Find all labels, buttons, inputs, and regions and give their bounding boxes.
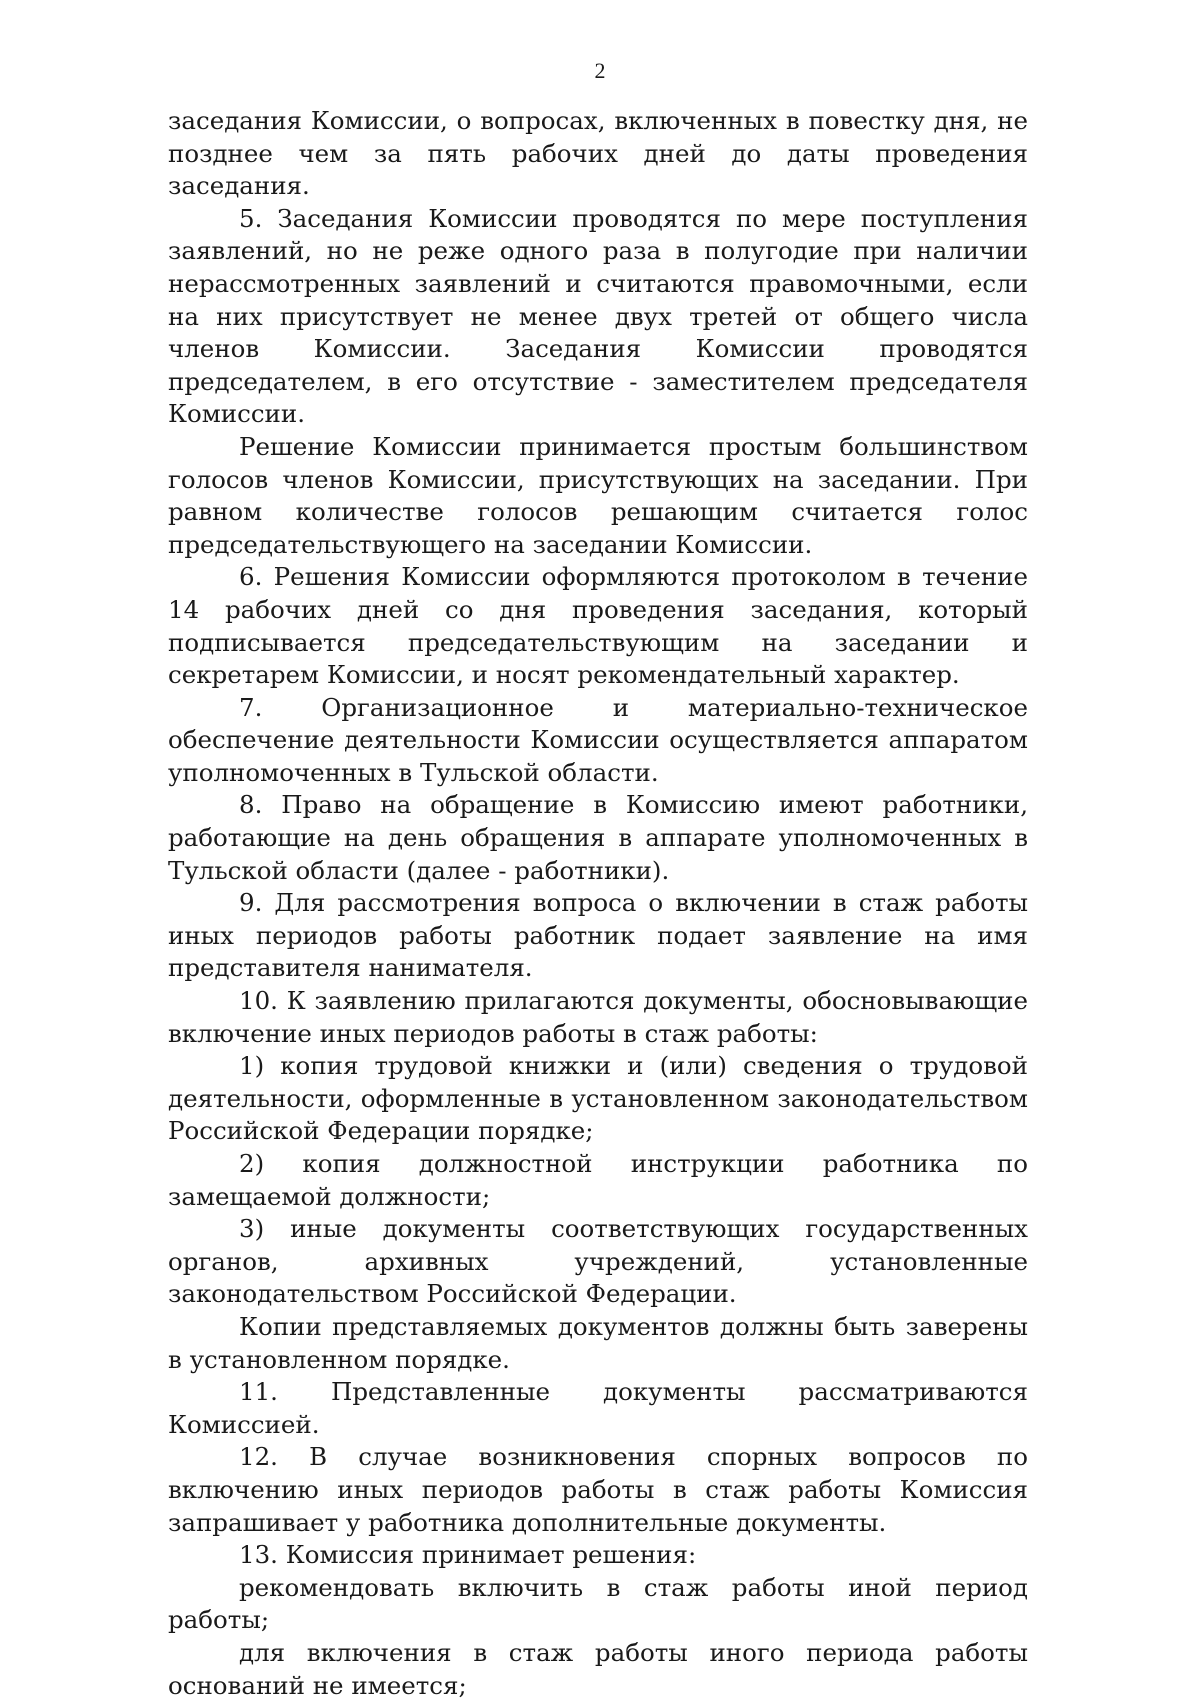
paragraph-copies: Копии представляемых документов должны быть заверены в установленном порядке.	[168, 1311, 1028, 1374]
paragraph-continuation: заседания Комиссии, о вопросах, включенных в повестку дня, не позднее чем за пять рабочих дней до даты проведения заседания.	[168, 106, 1028, 201]
paragraph-item-10: 10. К заявлению прилагаются документы, обосновывающие включение иных периодов работы в стаж работы:	[168, 986, 1028, 1048]
paragraph-item-12: 12. В случае возникновения спорных вопросов по включению иных периодов работы в стаж работы Комиссия запрашивает у работника дополнительные документы.	[168, 1442, 1028, 1537]
paragraph-item-9: 9. Для рассмотрения вопроса о включении в стаж работы иных периодов работы работник подает заявление на имя представителя нанимателя.	[168, 888, 1028, 983]
paragraph-item-6: 6. Решения Комиссии оформляются протоколом в течение 14 рабочих дней со дня проведения заседания, который подписывается председательствующим на заседании и секретарем Комиссии, и носят рекомендательный характер.	[168, 562, 1028, 690]
paragraph-decision-1: рекомендовать включить в стаж работы иной период работы;	[168, 1572, 1028, 1635]
paragraph-subitem-3: 3) иные документы соответствующих государственных органов, архивных учреждений, установленные законодательством Российской Федерации.	[168, 1214, 1028, 1309]
paragraph-item-8: 8. Право на обращение в Комиссию имеют работники, работающие на день обращения в аппарате уполномоченных в Тульской области (далее - работники).	[168, 790, 1028, 885]
document-body	[168, 105, 1028, 1702]
paragraph-item-7: 7. Организационное и материально-техническое обеспечение деятельности Комиссии осуществляется аппаратом уполномоченных в Тульской области.	[168, 692, 1028, 787]
paragraph-decision-2: для включения в стаж работы иного периода работы оснований не имеется;	[168, 1637, 1028, 1700]
paragraph-decision-rule: Решение Комиссии принимается простым большинством голосов членов Комиссии, присутствующих на заседании. При равном количестве голосов решающим считается голос председательствующего на заседании Комиссии.	[168, 431, 1028, 559]
paragraph-item-13: 13. Комиссия принимает решения:	[239, 1540, 697, 1570]
paragraph-item-11: 11. Представленные документы рассматриваются Комиссией.	[168, 1377, 1028, 1439]
paragraph-item-5: 5. Заседания Комиссии проводятся по мере поступления заявлений, но не реже одного раза в полугодие при наличии нерассмотренных заявлений и считаются правомочными, если на них присутствует не менее двух третей от общего числа членов Комиссии. Заседания Комиссии проводятся председателем, в его отсутствие - заместителем председателя Комиссии.	[168, 203, 1028, 429]
paragraph-subitem-1: 1) копия трудовой книжки и (или) сведения о трудовой деятельности, оформленные в установленном законодательством Российской Федерации порядке;	[168, 1051, 1028, 1146]
page-number: 2	[594, 58, 606, 83]
paragraph-subitem-2: 2) копия должностной инструкции работника по замещаемой должности;	[168, 1149, 1028, 1211]
